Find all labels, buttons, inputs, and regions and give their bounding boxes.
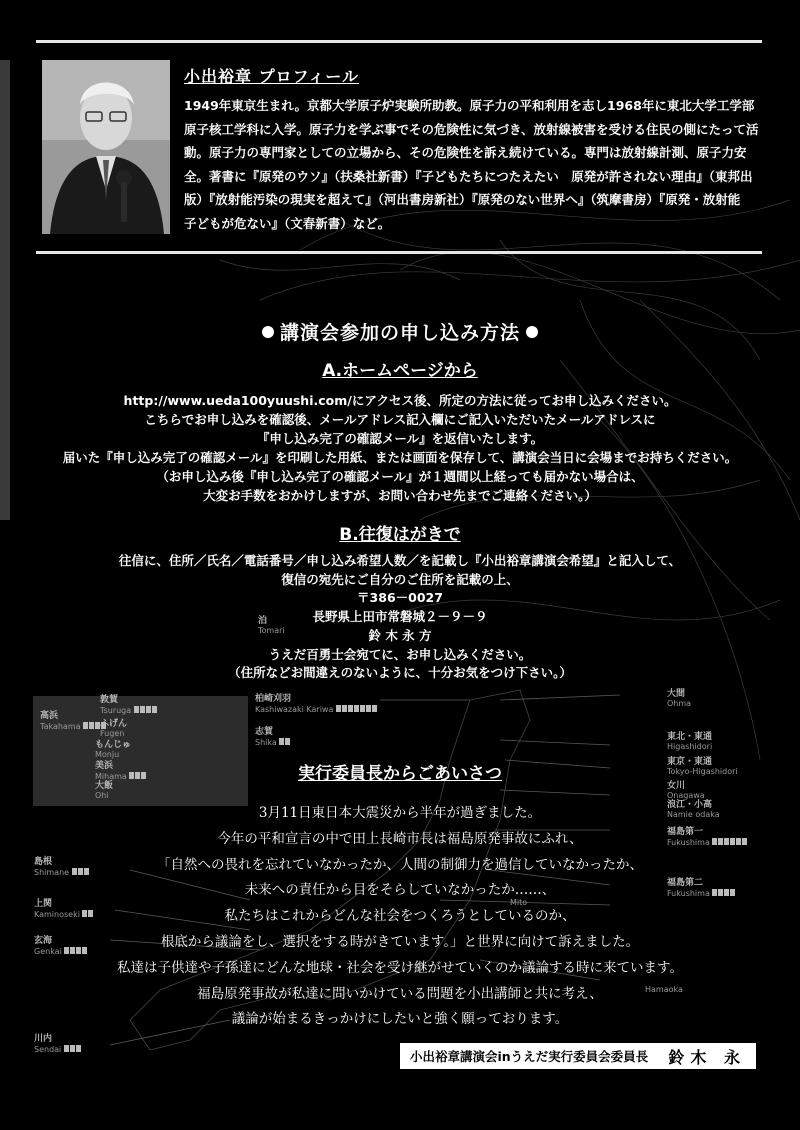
section-b-line: （住所などお間違えのないように、十分お気をつけ下さい。）: [228, 665, 572, 681]
apply-heading: [0, 318, 800, 345]
signature-role: 小出裕章講演会inうえだ実行委員会委員長: [410, 1049, 649, 1064]
greeting-heading: 実行委員長からごあいさつ: [298, 764, 502, 784]
section-a-line: こちらでお申し込みを確認後、メールアドレス記入欄にご記入いただいたメールアドレスに: [144, 412, 656, 427]
profile-title: 小出裕章 プロフィール: [184, 67, 359, 86]
section-a-url-line[interactable]: http://www.ueda100yuushi.com/にアクセス後、所定の方法に従ってお申し込みください。: [123, 393, 677, 408]
map-label-ohma: 大間 Ohma: [667, 689, 692, 708]
greeting-line: 「自然への畏れを忘れていなかったか、人間の制御力を過信していなかったか、: [157, 856, 643, 873]
addressee-name: 鈴 木 永 方: [368, 627, 432, 643]
section-a-body: [0, 391, 800, 505]
greeting-line: 私たちはこれからどんな社会をつくろうとしているのか、: [224, 908, 576, 925]
map-label-namie: 浪江・小高 Namie odaka: [667, 800, 720, 819]
section-b-line: 往信に、住所／氏名／電話番号／申し込み希望人数／を記載し『小出裕章講演会希望』と記入して、: [118, 553, 682, 568]
profile-photo: [42, 60, 170, 234]
map-label-hamaoka: Hamaoka: [645, 985, 683, 994]
greeting-line: 未来への責任から目をそらしていなかったか……、: [244, 882, 556, 899]
postal-code: 〒386－0027: [357, 590, 443, 606]
section-a-line: 届いた『申し込み完了の確認メール』を印刷した用紙、または画面を保存して、講演会当日に会場までお持ちください。: [62, 450, 738, 465]
map-label-onagawa: 女川 Onagawa: [667, 781, 705, 800]
map-label-genkai: 玄海 Genkai: [34, 937, 88, 956]
section-a-line: （お申し込み後『申し込み完了の確認メール』が１週間以上経っても届かない場合は、: [156, 469, 644, 484]
section-b-line: 復信の宛先にご自分のご住所を記載の上、: [281, 571, 519, 587]
map-label-fukushima-1: 福島第一 Fukushima: [667, 828, 748, 847]
map-label-tomari: 泊 Tomari: [258, 616, 285, 635]
greeting-line: 根底から議論をし、選択をする時がきています。」と世界に向けて訴えました。: [160, 933, 640, 950]
greeting-line: 私達は子供達や子孫達にどんな地球・社会を受け継がせていくのか議論する時に来ています。: [117, 959, 683, 976]
speaker-portrait-image: [42, 60, 170, 234]
map-label-higashidori: 東北・東通 Higashidori: [667, 732, 713, 751]
map-label-tokyo-higashidori: 東京・東通 Tokyo-Higashidori: [667, 757, 738, 776]
map-label-mito: Mito: [510, 898, 528, 907]
section-b-body: [0, 552, 800, 683]
map-label-shimane: 島根 Shimane: [34, 858, 90, 877]
postal-address: 長野県上田市常磐城２－９－９: [312, 609, 488, 625]
bullet-dot-icon: [262, 326, 274, 338]
map-label-shika: 志賀 Shika: [255, 728, 291, 747]
map-label-fukushima-2: 福島第二 Fukushima: [667, 879, 736, 898]
map-label-monju: もんじゅ Monju: [95, 740, 132, 759]
map-label-kashiwazaki: 柏崎刈羽 Kashiwazaki Kariwa: [255, 695, 378, 714]
top-rule: [36, 40, 762, 43]
map-label-kaminoseki: 上関 Kaminoseki: [34, 900, 94, 919]
section-b-line: うえだ百勇士会宛てに、お申し込みください。: [268, 646, 532, 662]
signature-name: 鈴木 永: [668, 1047, 746, 1067]
map-label-fugen: ふげん Fugen: [100, 719, 128, 738]
section-b-heading: B.往復はがきで: [339, 525, 461, 545]
section-a-line: 大変お手数をおかけしますが、お問い合わせ先までご連絡ください。）: [203, 488, 597, 503]
map-label-sendai: 川内 Sendai: [34, 1035, 82, 1054]
section-a-line: 『申し込み完了の確認メール』を返信いたします。: [256, 431, 544, 446]
greeting-line: 福島原発事故が私達に問いかけている問題を小出講師と共に考え、: [197, 985, 603, 1002]
greeting-line: 議論が始まるきっかけにしたいと強く願っております。: [231, 1011, 569, 1028]
map-label-tsuruga: 敦賀 Tsuruga: [100, 696, 158, 715]
bullet-dot-icon: [526, 326, 538, 338]
apply-heading-text: 講演会参加の申し込み方法: [279, 322, 520, 344]
greeting-line: 今年の平和宣言の中で田上長崎市長は福島原発事故にふれ、: [217, 830, 583, 847]
profile-bio: 1949年東京生まれ。京都大学原子炉実験所助教。原子力の平和利用を志し1968年に東北大学工学部原子核工学科に入学。原子力を学ぶ事でその危険性に気づき、放射線被害を受ける住民の側にたって活動。原子力の専門家としての立場から、その危険性を訴え続けている。専門は放射線計測、原子力安全。著書に『原発のウソ』（扶桑社新書）『子どもたちにつたえたい 原発が許されない理由』（東邦出版）『放射能汚染の現実を超えて』（河出書房新社）『原発のない世界へ』（筑摩書房）『原発・放射能 子どもが危ない』（文春新書）など。: [184, 98, 759, 231]
section-a-heading: A.ホームページから: [322, 361, 478, 381]
map-label-mihama: 美浜 Mihama: [95, 762, 147, 781]
greeting-body: [0, 801, 800, 1033]
map-label-ohi: 大飯 Ohi: [95, 781, 114, 800]
greeting-line: 3月11日東日本大震災から半年が過ぎました。: [258, 805, 542, 821]
map-label-takahama: 高浜 Takahama: [40, 712, 107, 731]
profile-bottom-rule: [36, 251, 762, 254]
signature-box: [400, 1043, 756, 1069]
